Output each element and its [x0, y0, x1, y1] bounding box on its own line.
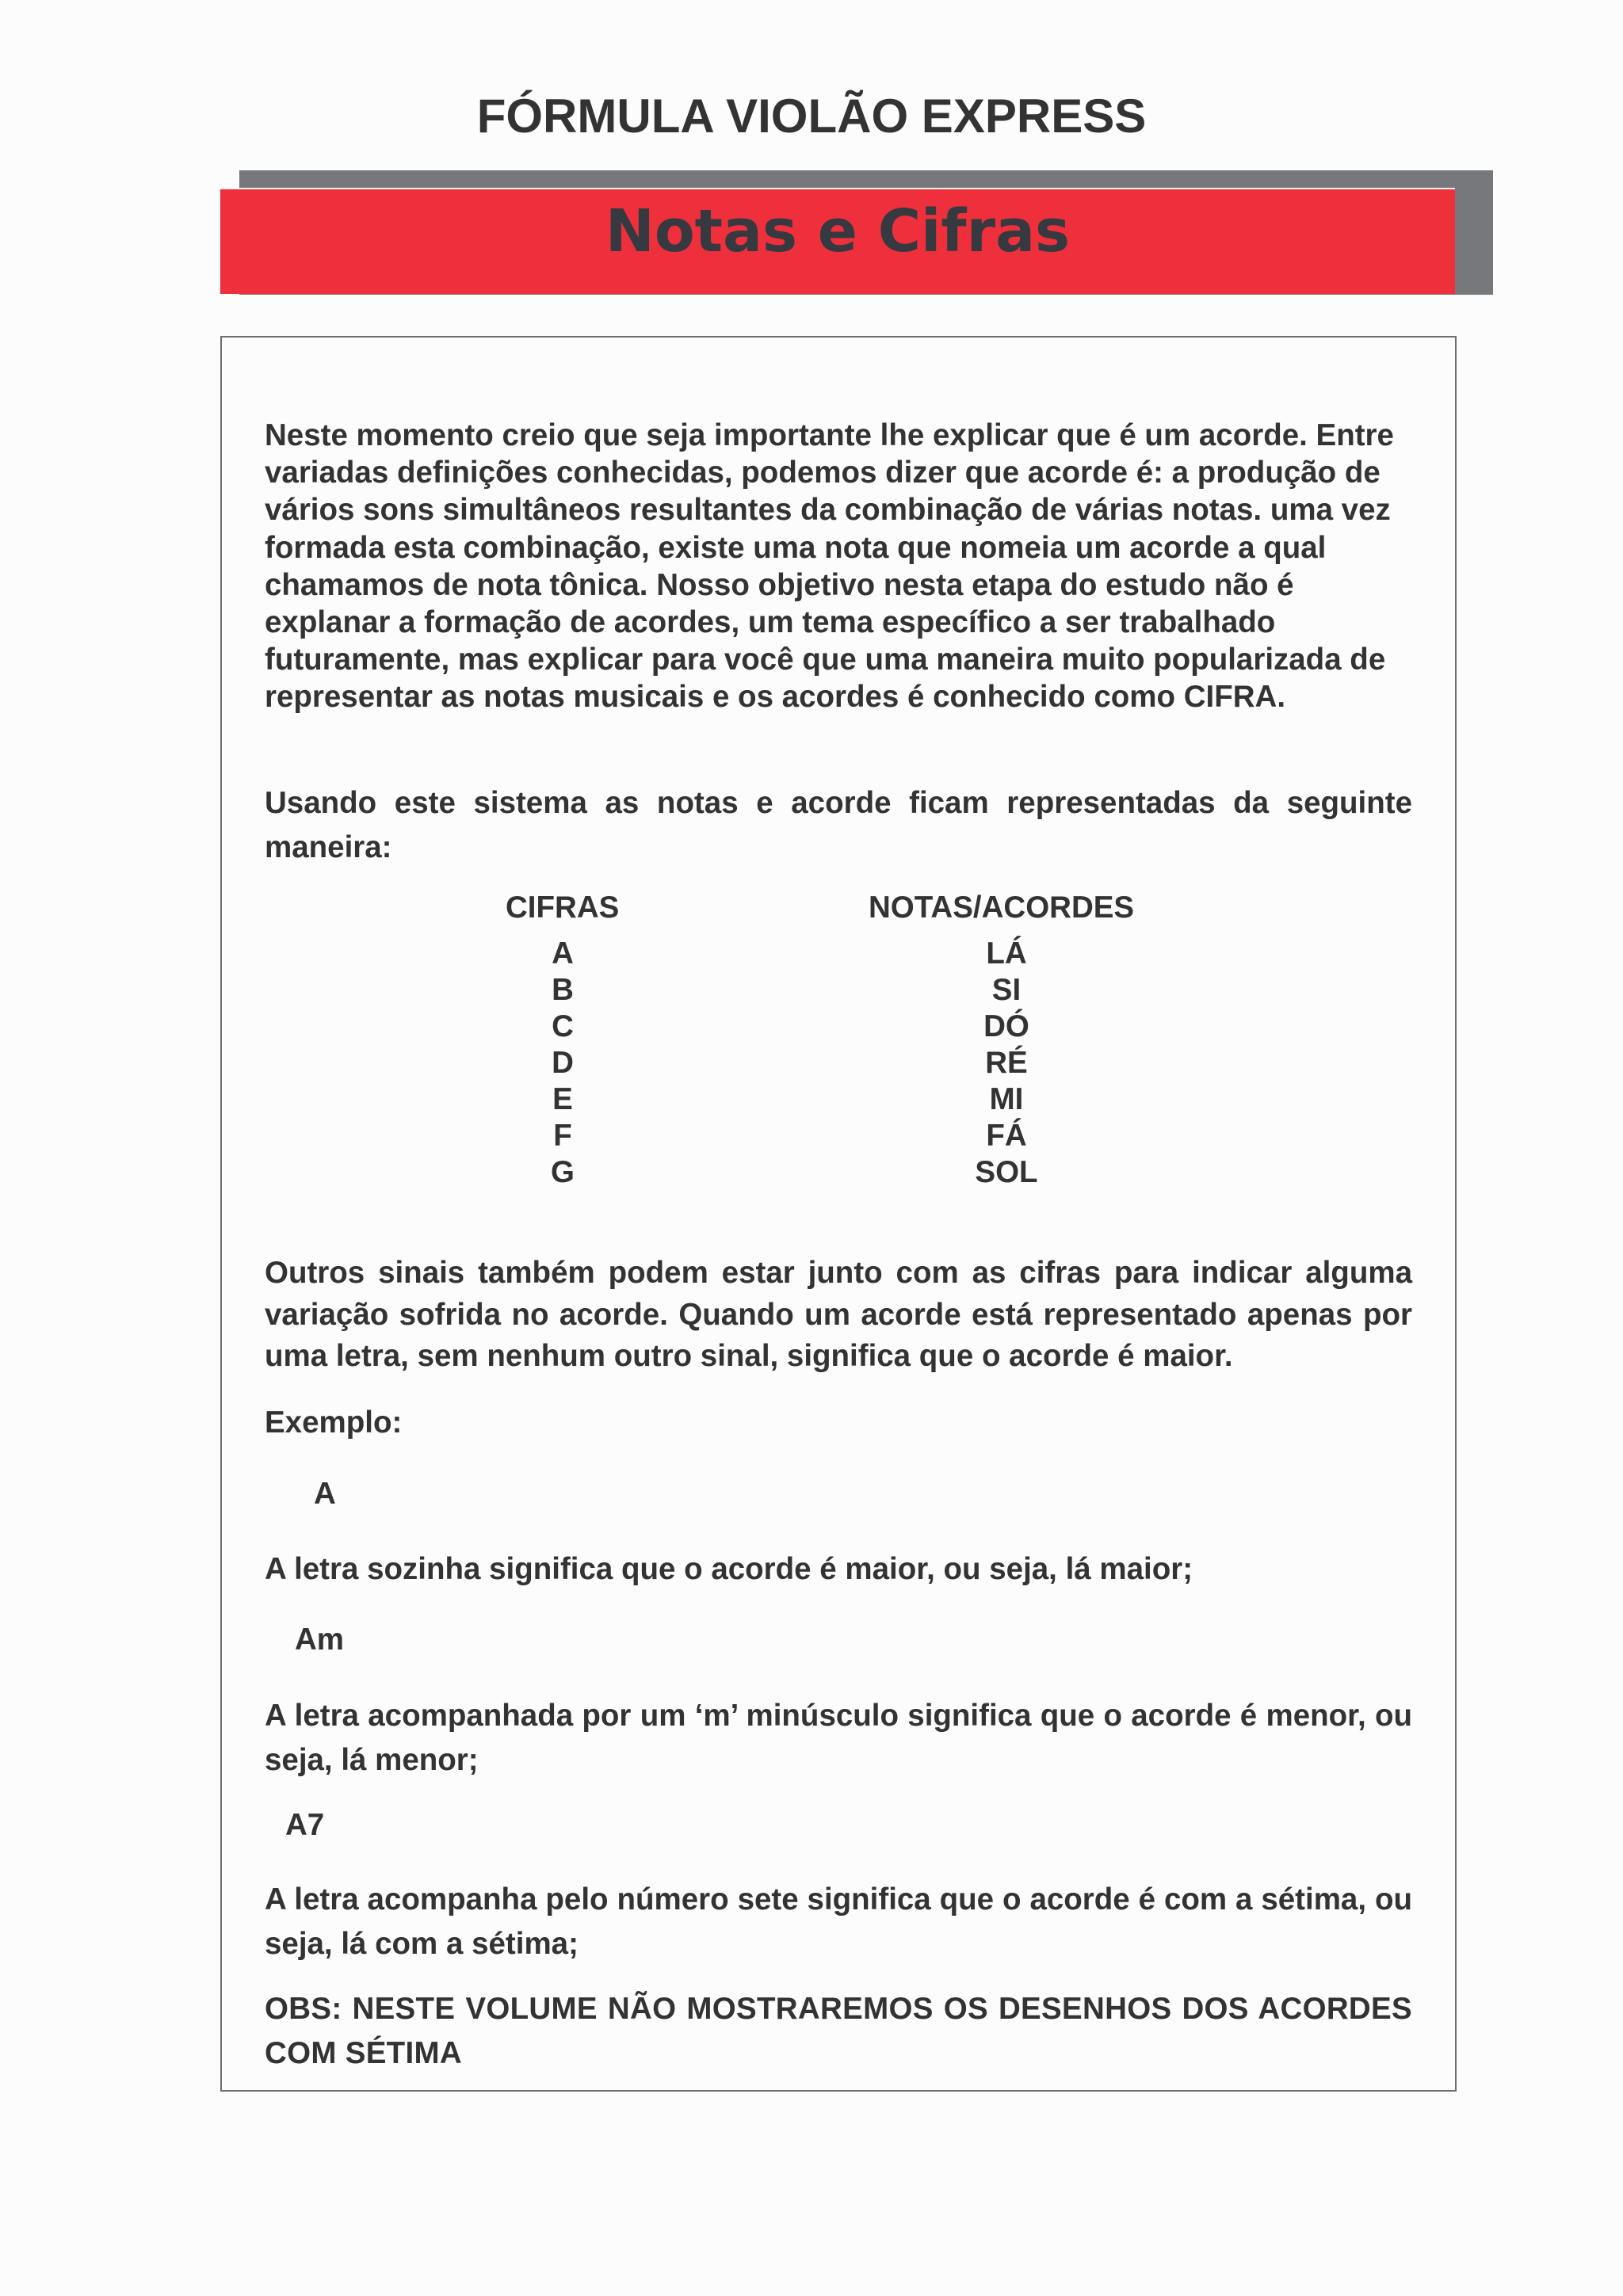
nota-cell: DÓ: [983, 1009, 1029, 1043]
explain-minor-paragraph: A letra acompanhada por um ‘m’ minúsculo significa que o acorde é menor, ou seja, lá menor;: [265, 1699, 1412, 1777]
obs-note: OBS: NESTE VOLUME NÃO MOSTRAREMOS OS DESENHOS DOS ACORDES COM SÉTIMA: [265, 1992, 1412, 2070]
example-chord-am: Am: [295, 1623, 345, 1657]
notas-list: [951, 936, 1062, 1191]
usage-paragraph: Usando este sistema as notas e acorde ficam representadas da seguinte maneira:: [265, 786, 1412, 864]
cifra-cell: B: [552, 973, 574, 1007]
cifra-cell: A: [552, 936, 574, 971]
outros-paragraph: Outros sinais também podem estar junto com as cifras para indicar alguma variação sofrida no acorde. Quando um acorde está representado apenas por uma letra, sem nenhum outro sinal, significa que o acorde é maior.: [265, 1256, 1412, 1373]
section-banner: [219, 188, 1455, 294]
section-title: Notas e Cifras: [605, 197, 1071, 265]
cifras-column-header: CIFRAS: [506, 891, 620, 925]
nota-cell: SOL: [975, 1155, 1038, 1189]
nota-cell: SI: [991, 973, 1022, 1007]
cifra-cell: D: [552, 1046, 574, 1080]
cifra-cell: G: [551, 1155, 575, 1189]
explain-major-paragraph: A letra sozinha significa que o acorde é maior, ou seja, lá maior;: [265, 1552, 1193, 1586]
nota-cell: RÉ: [985, 1046, 1028, 1080]
example-chord-a7: A7: [285, 1808, 325, 1842]
cifras-list: [515, 936, 610, 1191]
intro-paragraph: Neste momento creio que seja importante lhe explicar que é um acorde. Entre variadas definições conhecidas, podemos dizer que acorde é: a produção de vários sons simultâneos resultantes da combinação de várias notas. uma vez formada esta combinação, existe uma nota que nomeia um acorde a qual chamamos de nota tônica. Nosso objetivo nesta etapa do estudo não é explanar a formação de acordes, um tema específico a ser trabalhado futuramente, mas explicar para você que uma maneira muito popularizada de representar as notas musicais e os acordes é conhecido como CIFRA.: [265, 418, 1394, 715]
notas-column-header: NOTAS/ACORDES: [869, 891, 1135, 925]
cifra-cell: C: [552, 1009, 574, 1043]
document-title: FÓRMULA VIOLÃO EXPRESS: [476, 90, 1147, 143]
nota-cell: MI: [989, 1082, 1024, 1116]
cifra-cell: E: [552, 1082, 573, 1116]
example-chord-a: A: [314, 1477, 336, 1511]
explain-seventh-paragraph: A letra acompanha pelo número sete significa que o acorde é com a sétima, ou seja, lá com a sétima;: [265, 1882, 1412, 1961]
nota-cell: FÁ: [986, 1119, 1027, 1153]
nota-cell: LÁ: [986, 936, 1027, 971]
cifra-cell: F: [553, 1119, 572, 1153]
exemplo-label: Exemplo:: [265, 1405, 403, 1440]
